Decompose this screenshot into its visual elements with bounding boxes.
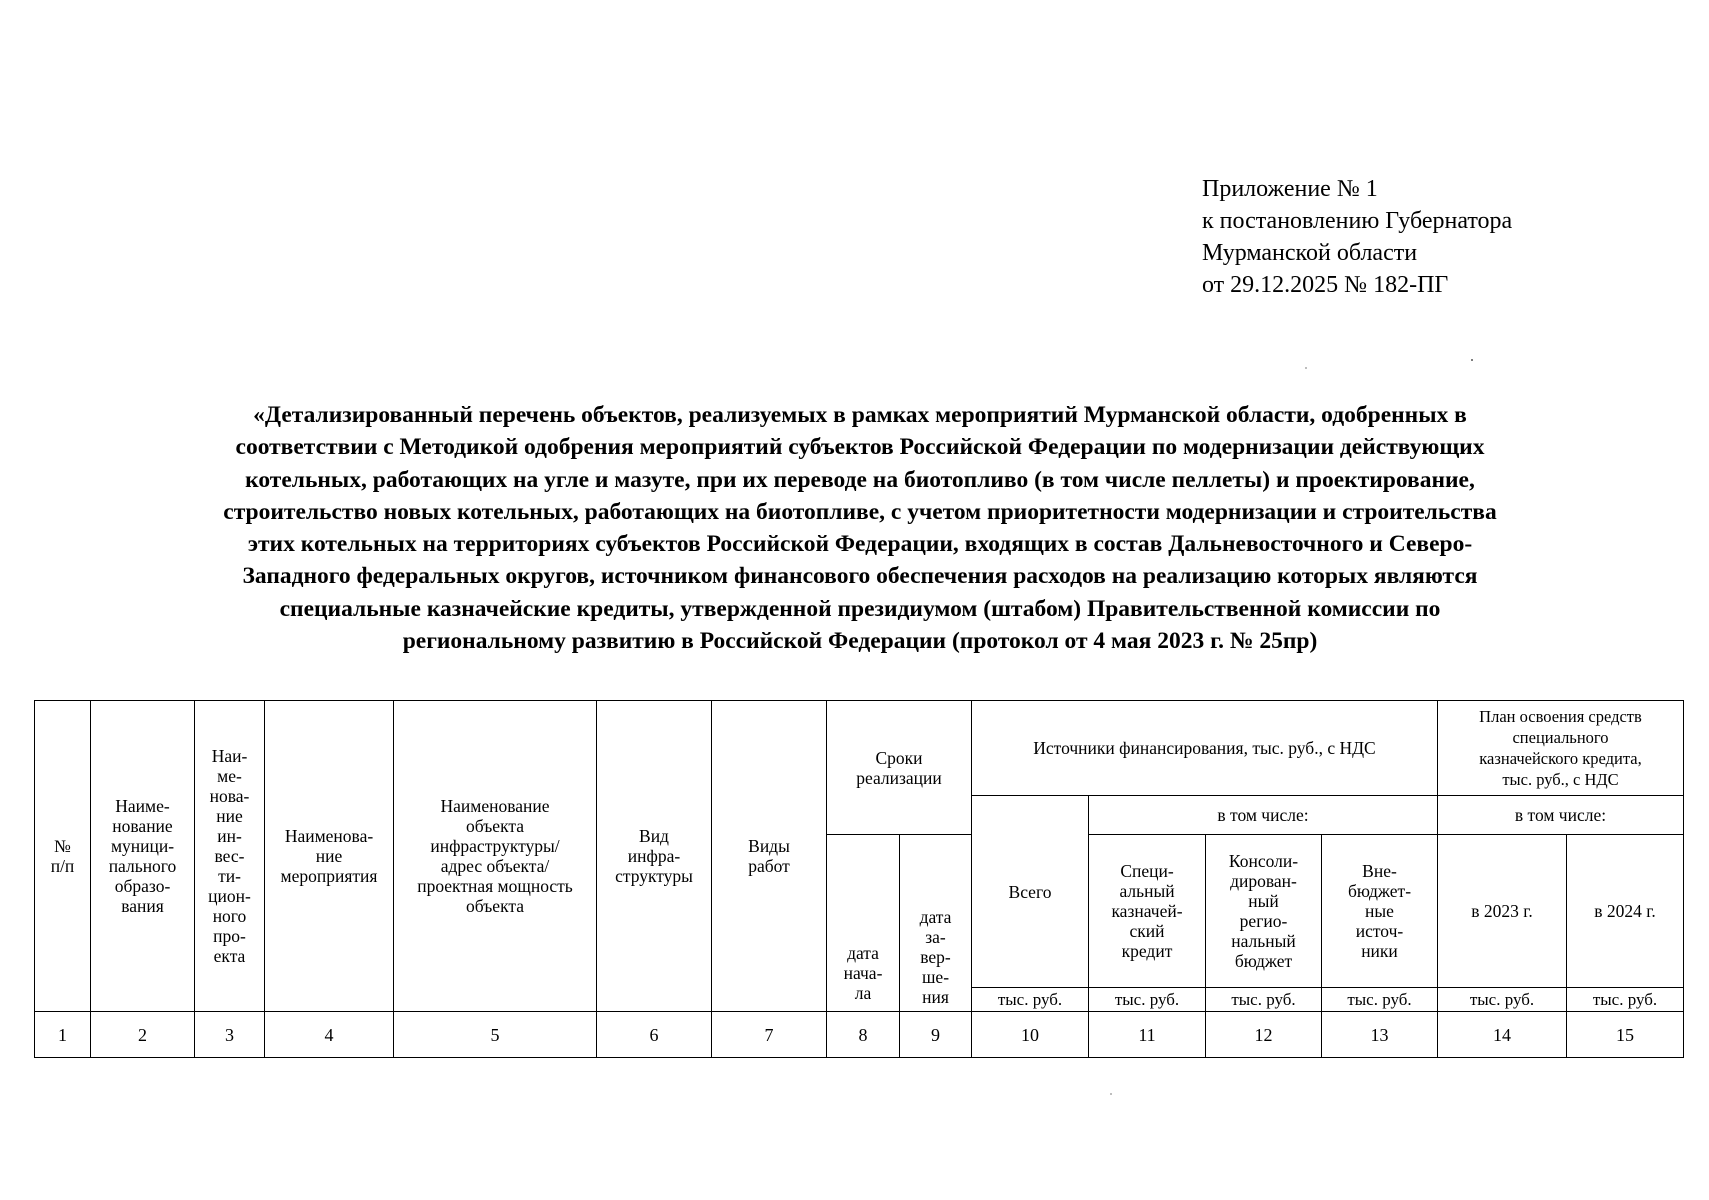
appendix-header <box>1202 173 1512 301</box>
header-funding-sources: Источники финансирования, тыс. руб., с НДС <box>972 701 1438 796</box>
title-line: котельных, работающих на угле и мазуте, при их переводе на биотопливо (в том числе пеллеты) и проектирование, <box>245 466 1475 493</box>
title-line: специальные казначейские кредиты, утвержденной президиумом (штабом) Правительственной комиссии по <box>279 595 1441 622</box>
header-total: Всего <box>972 796 1089 988</box>
header-infrastructure-type: Вид инфра- структуры <box>597 701 712 1012</box>
unit-label: тыс. руб. <box>1089 988 1206 1012</box>
header-num: № п/п <box>35 701 91 1012</box>
header-treasury-credit: Специ- альный казначей- ский кредит <box>1089 835 1206 988</box>
header-investment-project: Наи- ме- нова- ние ин- вес- ти- цион- ного про- екта <box>195 701 265 1012</box>
appendix-line-3: Мурманской области <box>1202 240 1418 266</box>
appendix-line-4: от 29.12.2025 № 182-ПГ <box>1202 272 1449 298</box>
column-number: 13 <box>1322 1012 1438 1058</box>
column-number: 7 <box>712 1012 827 1058</box>
header-consolidated-budget: Консоли- дирован- ный регио- нальный бюджет <box>1206 835 1322 988</box>
header-including: в том числе: <box>1089 796 1438 835</box>
column-number: 12 <box>1206 1012 1322 1058</box>
header-work-types: Виды работ <box>712 701 827 1012</box>
column-number: 10 <box>972 1012 1089 1058</box>
header-end-date: дата за- вер- ше- ния <box>900 835 972 1012</box>
header-terms: Сроки реализации <box>827 701 972 835</box>
column-number: 9 <box>900 1012 972 1058</box>
unit-label: тыс. руб. <box>1206 988 1322 1012</box>
appendix-line-2: к постановлению Губернатора <box>1202 208 1513 234</box>
scan-speck <box>1305 367 1307 369</box>
column-numbers-row <box>35 1012 1684 1058</box>
column-number: 15 <box>1567 1012 1684 1058</box>
title-line: региональному развитию в Российской Федерации (протокол от 4 мая 2023 г. № 25пр) <box>402 628 1318 655</box>
column-number: 3 <box>195 1012 265 1058</box>
header-municipality: Наиме- нование муници- пального образо- вания <box>91 701 195 1012</box>
unit-label: тыс. руб. <box>972 988 1089 1012</box>
header-plan: План освоения средств специального казначейского кредита, тыс. руб., с НДС <box>1438 701 1684 796</box>
unit-label: тыс. руб. <box>1567 988 1684 1012</box>
column-number: 1 <box>35 1012 91 1058</box>
column-number: 5 <box>394 1012 597 1058</box>
column-number: 8 <box>827 1012 900 1058</box>
title-line: соответствии с Методикой одобрения мероприятий субъектов Российской Федерации по модернизации действующих <box>235 434 1485 461</box>
header-extrabudget: Вне- бюджет- ные источ- ники <box>1322 835 1438 988</box>
column-number: 14 <box>1438 1012 1567 1058</box>
header-row-1 <box>35 701 1684 796</box>
scan-speck <box>1110 1093 1112 1095</box>
appendix-line-1: Приложение № 1 <box>1202 176 1378 202</box>
title-line: этих котельных на территориях субъектов Российской Федерации, входящих в состав Дальневосточного и Северо- <box>247 531 1473 558</box>
title-line: строительство новых котельных, работающих на биотопливе, с учетом приоритетности модернизации и строительства <box>223 498 1497 525</box>
unit-label: тыс. руб. <box>1322 988 1438 1012</box>
unit-label: тыс. руб. <box>1438 988 1567 1012</box>
header-start-date: дата нача- ла <box>827 835 900 1012</box>
objects-table <box>34 700 1684 1058</box>
column-number: 4 <box>265 1012 394 1058</box>
scan-speck <box>1471 359 1473 361</box>
column-number: 11 <box>1089 1012 1206 1058</box>
header-year-2023: в 2023 г. <box>1438 835 1567 988</box>
column-number: 6 <box>597 1012 712 1058</box>
document-title <box>60 399 1660 657</box>
header-event: Наименова- ние мероприятия <box>265 701 394 1012</box>
header-plan-including: в том числе: <box>1438 796 1684 835</box>
title-line: «Детализированный перечень объектов, реализуемых в рамках мероприятий Мурманской области, одобренных в <box>253 402 1467 428</box>
title-line: Западного федеральных округов, источником финансового обеспечения расходов на реализацию которых являются <box>242 563 1478 590</box>
header-year-2024: в 2024 г. <box>1567 835 1684 988</box>
column-number: 2 <box>91 1012 195 1058</box>
header-object: Наименование объекта инфраструктуры/ адрес объекта/ проектная мощность объекта <box>394 701 597 1012</box>
